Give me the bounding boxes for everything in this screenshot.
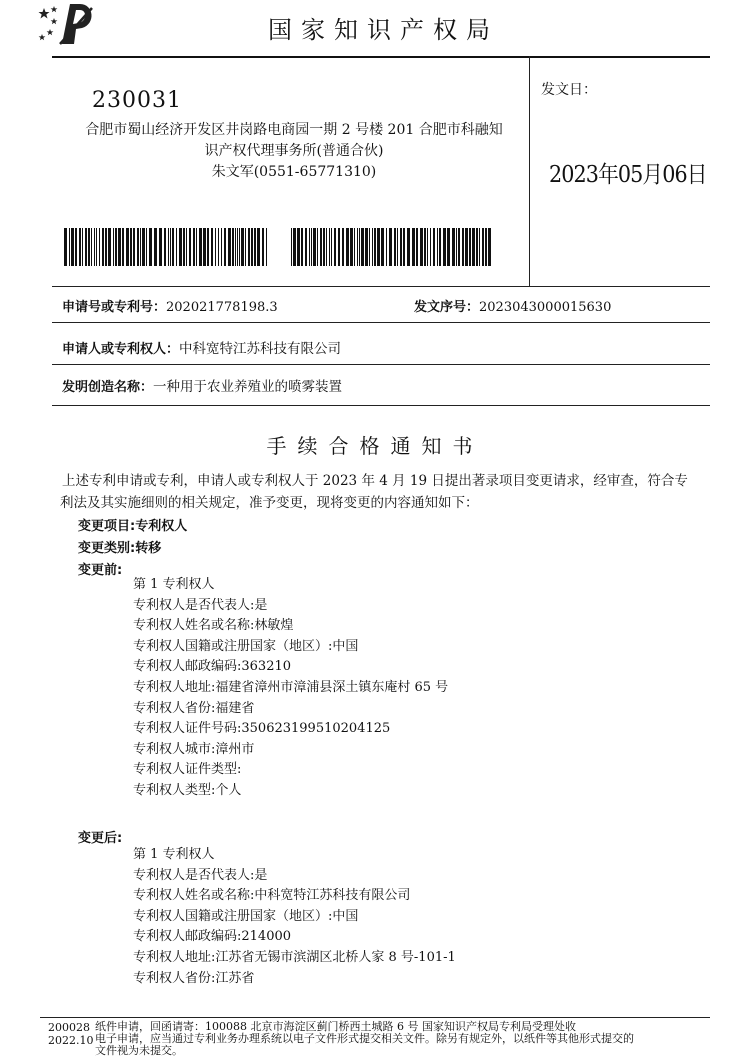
after-list bbox=[133, 845, 456, 989]
address-line-2: 识产权代理事务所(普通合伙) bbox=[204, 143, 384, 159]
application-number-row bbox=[62, 296, 278, 315]
list-item: 专利权人城市:漳州市 bbox=[133, 741, 255, 757]
application-number-value: 202021778198.3 bbox=[166, 300, 278, 315]
meta-rule-top bbox=[52, 286, 710, 287]
change-item-value: 专利权人 bbox=[135, 519, 188, 534]
applicant-label: 申请人或专利权人： bbox=[62, 342, 180, 357]
invention-label: 发明创造名称： bbox=[62, 380, 154, 395]
header-divider bbox=[529, 56, 530, 286]
office-name: 国家知识产权局 bbox=[268, 16, 499, 44]
address-line-1: 合肥市蜀山经济开发区井岗路电商园一期 2 号楼 201 合肥市科融知 bbox=[85, 122, 503, 138]
barcode-left bbox=[64, 228, 269, 266]
list-item: 专利权人是否代表人:是 bbox=[133, 867, 268, 883]
dispatch-date-label: 发文日： bbox=[541, 82, 597, 98]
before-label: 变更前: bbox=[78, 563, 123, 578]
footer-line-1: 纸件申请，回函请寄：100088 北京市海淀区蓟门桥西土城路 6 号 国家知识产权局专利局受理处收 bbox=[95, 1020, 576, 1033]
footer-line-2: 电子申请，应当通过专利业务办理系统以电子文件形式提交相关文件。除另有规定外，以纸件等其他形式提交的 bbox=[95, 1032, 634, 1045]
footer-line-3: 文件视为未提交。 bbox=[95, 1044, 183, 1057]
change-item bbox=[78, 515, 187, 534]
invention-row bbox=[62, 375, 342, 395]
change-type-value: 转移 bbox=[135, 541, 162, 556]
notice-title: 手续合格通知书 bbox=[266, 434, 484, 458]
list-item: 第 1 专利权人 bbox=[133, 847, 215, 862]
list-item: 专利权人姓名或名称:林敏煌 bbox=[133, 618, 294, 634]
barcode-right bbox=[291, 228, 492, 266]
cnipa-logo-icon bbox=[36, 2, 100, 46]
list-item: 专利权人国籍或注册国家（地区）:中国 bbox=[133, 638, 359, 654]
notice-paragraph bbox=[60, 470, 712, 514]
list-item: 专利权人国籍或注册国家（地区）:中国 bbox=[133, 908, 359, 924]
recipient-contact: 朱文军(0551-65771310) bbox=[211, 164, 377, 180]
before-list bbox=[133, 575, 448, 802]
serial-number-row bbox=[414, 296, 611, 315]
applicant-row bbox=[62, 337, 341, 357]
after-label: 变更后: bbox=[78, 831, 123, 846]
paragraph-line-2: 利法及其实施细则的相关规定，准予变更，现将变更的内容通知如下： bbox=[60, 495, 479, 511]
header-rule bbox=[52, 56, 710, 58]
list-item: 专利权人地址:福建省漳州市漳浦县深土镇东庵村 65 号 bbox=[133, 679, 449, 695]
application-number-label: 申请号或专利号： bbox=[62, 300, 167, 315]
meta-rule-3 bbox=[52, 364, 710, 365]
recipient-address bbox=[60, 120, 528, 183]
change-type bbox=[78, 537, 161, 556]
dispatch-date-stamp: 2023年05月06日 bbox=[549, 162, 707, 188]
serial-number-label: 发文序号： bbox=[414, 300, 480, 315]
list-item: 第 1 专利权人 bbox=[133, 577, 215, 592]
list-item: 专利权人是否代表人:是 bbox=[133, 597, 268, 613]
serial-number-value: 2023043000015630 bbox=[479, 300, 612, 315]
change-item-label: 变更项目: bbox=[78, 519, 136, 534]
list-item: 专利权人证件号码:350623199510204125 bbox=[133, 721, 391, 737]
list-item: 专利权人邮政编码:214000 bbox=[133, 929, 292, 945]
invention-value: 一种用于农业养殖业的喷雾装置 bbox=[153, 379, 343, 395]
meta-rule-2 bbox=[52, 322, 710, 323]
list-item: 专利权人邮政编码:363210 bbox=[133, 659, 292, 675]
paragraph-line-1: 上述专利申请或专利，申请人或专利权人于 2023 年 4 月 19 日提出著录项目变更请求，经审查，符合专 bbox=[62, 473, 688, 489]
list-item: 专利权人地址:江苏省无锡市滨湖区北桥人家 8 号-101-1 bbox=[133, 949, 456, 965]
list-item: 专利权人类型:个人 bbox=[133, 782, 242, 798]
postal-code: 230031 bbox=[92, 88, 182, 113]
applicant-value: 中科宽特江苏科技有限公司 bbox=[179, 341, 342, 357]
footer-text bbox=[95, 1021, 634, 1057]
footer-rule bbox=[40, 1017, 710, 1018]
list-item: 专利权人证件类型: bbox=[133, 762, 242, 778]
list-item: 专利权人省份:江苏省 bbox=[133, 970, 255, 986]
list-item: 专利权人姓名或名称:中科宽特江苏科技有限公司 bbox=[133, 888, 411, 904]
form-code: 200028 bbox=[48, 1021, 90, 1034]
list-item: 专利权人省份:福建省 bbox=[133, 700, 255, 716]
form-version: 2022.10 bbox=[48, 1034, 94, 1047]
change-type-label: 变更类别: bbox=[78, 541, 136, 556]
meta-rule-4 bbox=[52, 405, 710, 406]
